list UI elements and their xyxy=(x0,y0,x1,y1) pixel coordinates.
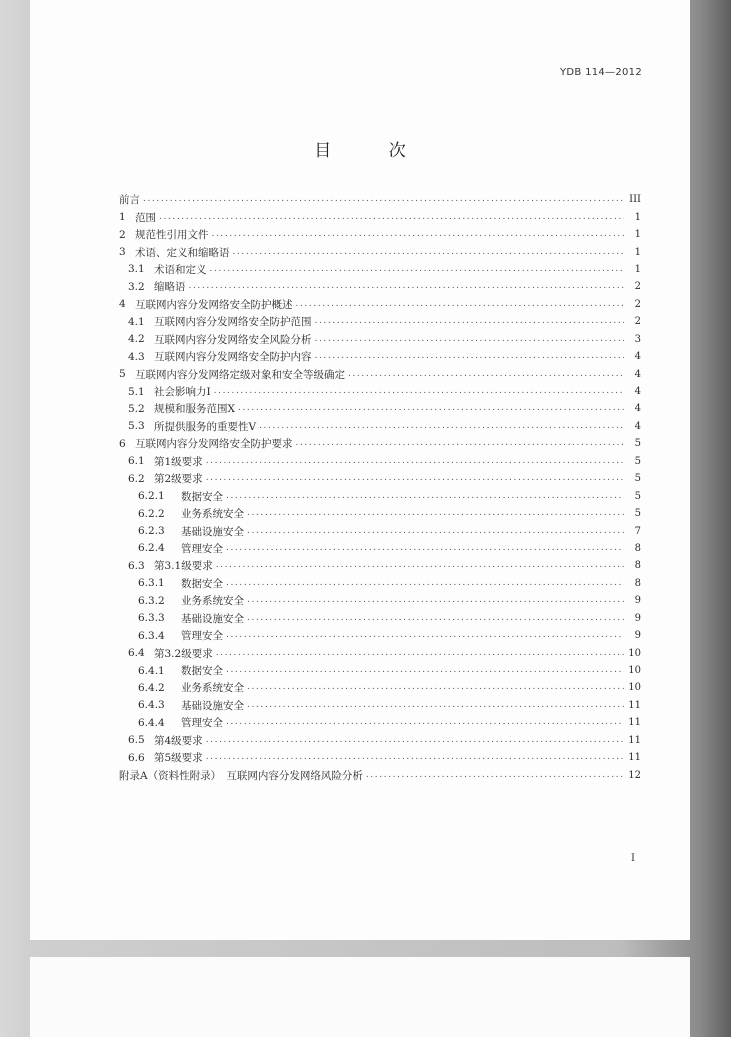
toc-entry-number: 6.4.1 xyxy=(138,664,165,677)
toc-entry-page: 11 xyxy=(628,734,641,746)
toc-entry-page: 4 xyxy=(634,368,641,380)
toc-leader-dots xyxy=(226,631,624,640)
toc-leader-dots xyxy=(216,561,624,570)
toc-leader-dots xyxy=(247,683,624,692)
toc-entry[interactable] xyxy=(119,644,641,661)
toc-entry-number: 4.2 xyxy=(128,333,145,346)
toc-leader-dots xyxy=(238,404,624,413)
toc-entry-label: 所提供服务的重要性V xyxy=(154,420,257,433)
toc-entry-page: 10 xyxy=(628,647,641,659)
table-of-contents xyxy=(119,191,641,784)
toc-entry-page: 2 xyxy=(634,298,641,310)
toc-leader-dots xyxy=(143,195,624,204)
toc-leader-dots xyxy=(214,387,624,396)
toc-entry-label: 前言 xyxy=(119,194,140,207)
toc-entry-label: 第3.1级要求 xyxy=(154,560,213,573)
toc-entry-label: 基础设施安全 xyxy=(181,699,244,712)
toc-entry[interactable] xyxy=(119,732,641,749)
toc-entry-page: 11 xyxy=(628,752,641,764)
toc-leader-dots xyxy=(206,753,624,762)
toc-entry-page: 1 xyxy=(634,246,641,258)
toc-entry-page: 8 xyxy=(634,542,641,554)
toc-entry-label: 互联网内容分发网络安全防护内容 xyxy=(154,351,312,364)
toc-entry-label: 数据安全 xyxy=(181,577,223,590)
toc-leader-dots xyxy=(247,527,624,536)
toc-entry-page: 5 xyxy=(634,473,641,485)
toc-entry-page: 2 xyxy=(634,316,641,328)
toc-leader-dots xyxy=(233,248,625,257)
toc-entry[interactable] xyxy=(119,348,641,365)
toc-entry-page: 10 xyxy=(628,682,641,694)
toc-entry-number: 3 xyxy=(119,246,126,259)
toc-entry-number: 5 xyxy=(119,368,126,381)
toc-leader-dots xyxy=(315,317,625,326)
toc-entry[interactable] xyxy=(119,400,641,417)
toc-entry-page: 9 xyxy=(634,595,641,607)
toc-entry-page: 11 xyxy=(628,717,641,729)
toc-entry[interactable] xyxy=(119,261,641,278)
toc-entry-number: 5.2 xyxy=(128,402,145,415)
toc-leader-dots xyxy=(296,300,625,309)
toc-leader-dots xyxy=(247,509,624,518)
toc-entry-label: 规模和服务范围X xyxy=(154,403,235,416)
toc-entry[interactable] xyxy=(119,470,641,487)
toc-entry-label: 社会影响力I xyxy=(154,386,211,399)
toc-entry-page: 5 xyxy=(634,438,641,450)
toc-entry-page: 4 xyxy=(634,420,641,432)
toc-entry[interactable] xyxy=(119,522,641,539)
toc-entry-number: 5.3 xyxy=(128,420,145,433)
toc-entry-number: 6.2.3 xyxy=(138,525,165,538)
toc-entry[interactable] xyxy=(119,296,641,313)
toc-leader-dots xyxy=(226,544,624,553)
toc-entry-page: 8 xyxy=(634,560,641,572)
toc-leader-dots xyxy=(226,718,624,727)
toc-leader-dots xyxy=(348,370,624,379)
toc-leader-dots xyxy=(296,439,625,448)
toc-entry-label: 互联网内容分发网络安全防护要求 xyxy=(135,438,293,451)
toc-entry[interactable] xyxy=(119,662,641,679)
toc-leader-dots xyxy=(212,230,625,239)
toc-entry-label: 术语和定义 xyxy=(154,263,207,276)
toc-entry-label: 第4级要求 xyxy=(154,734,203,747)
toc-entry[interactable] xyxy=(119,435,641,452)
toc-entry-page: 5 xyxy=(634,455,641,467)
toc-leader-dots xyxy=(206,736,624,745)
toc-entry-page: III xyxy=(629,194,641,206)
toc-entry-page: 9 xyxy=(634,630,641,642)
toc-entry[interactable] xyxy=(119,331,641,348)
toc-entry-label: 互联网内容分发网络安全防护概述 xyxy=(135,298,293,311)
toc-leader-dots xyxy=(226,492,624,501)
toc-entry-page: 10 xyxy=(628,665,641,677)
toc-entry-number: 4.3 xyxy=(128,350,145,363)
toc-entry-label: 互联网内容分发网络安全防护范围 xyxy=(154,316,312,329)
toc-entry-label: 基础设施安全 xyxy=(181,525,244,538)
toc-leader-dots xyxy=(216,649,624,658)
toc-entry-label: 互联网内容分发网络安全风险分析 xyxy=(154,333,312,346)
toc-entry[interactable] xyxy=(119,575,641,592)
toc-leader-dots xyxy=(159,213,624,222)
toc-entry-number: 6 xyxy=(119,437,126,450)
toc-entry-page: 4 xyxy=(634,403,641,415)
toc-entry-number: 6.3.2 xyxy=(138,594,165,607)
toc-entry-number: 5.1 xyxy=(128,385,145,398)
toc-entry-label: 第3.2级要求 xyxy=(154,647,213,660)
toc-entry[interactable] xyxy=(119,453,641,470)
toc-entry-page: 11 xyxy=(628,699,641,711)
toc-leader-dots xyxy=(189,282,625,291)
toc-entry-page: 1 xyxy=(634,229,641,241)
toc-entry-label: 附录A（资料性附录） 互联网内容分发网络风险分析 xyxy=(119,769,363,782)
toc-entry[interactable] xyxy=(119,243,641,260)
page-title: 目 次 xyxy=(314,141,432,161)
next-page xyxy=(30,957,690,1037)
toc-entry-number: 6.2.1 xyxy=(138,490,165,503)
toc-entry-number: 6.2.4 xyxy=(138,542,165,555)
toc-entry-number: 6.1 xyxy=(128,455,145,468)
toc-entry-page: 3 xyxy=(634,333,641,345)
toc-entry-number: 6.5 xyxy=(128,734,145,747)
toc-entry[interactable] xyxy=(119,766,641,783)
toc-entry-page: 4 xyxy=(634,386,641,398)
toc-leader-dots xyxy=(206,474,624,483)
toc-entry-page: 5 xyxy=(634,490,641,502)
toc-entry[interactable] xyxy=(119,610,641,627)
toc-entry-number: 3.2 xyxy=(128,280,145,293)
toc-entry-number: 4 xyxy=(119,298,126,311)
document-page xyxy=(30,0,690,940)
toc-entry-label: 数据安全 xyxy=(181,665,223,678)
toc-leader-dots xyxy=(259,422,624,431)
toc-entry[interactable] xyxy=(119,592,641,609)
toc-entry-number: 6.3.1 xyxy=(138,577,165,590)
toc-entry-page: 2 xyxy=(634,281,641,293)
toc-entry[interactable] xyxy=(119,679,641,696)
toc-entry[interactable] xyxy=(119,365,641,382)
toc-entry[interactable] xyxy=(119,487,641,504)
toc-leader-dots xyxy=(226,666,624,675)
toc-entry-label: 管理安全 xyxy=(181,717,223,730)
doc-code: YDB 114—2012 xyxy=(560,67,642,78)
toc-entry[interactable] xyxy=(119,418,641,435)
toc-leader-dots xyxy=(247,614,624,623)
toc-entry-label: 范围 xyxy=(135,211,156,224)
toc-entry[interactable] xyxy=(119,226,641,243)
toc-entry[interactable] xyxy=(119,313,641,330)
toc-leader-dots xyxy=(315,335,625,344)
toc-entry-label: 数据安全 xyxy=(181,490,223,503)
toc-entry-number: 3.1 xyxy=(128,263,145,276)
toc-entry-label: 业务系统安全 xyxy=(181,508,244,521)
toc-entry[interactable] xyxy=(119,505,641,522)
toc-entry-label: 第5级要求 xyxy=(154,752,203,765)
toc-entry-label: 缩略语 xyxy=(154,281,186,294)
toc-entry-page: 1 xyxy=(634,263,641,275)
toc-entry[interactable] xyxy=(119,557,641,574)
toc-entry-number: 6.4.3 xyxy=(138,699,165,712)
toc-entry-label: 管理安全 xyxy=(181,542,223,555)
toc-leader-dots xyxy=(315,352,625,361)
toc-entry-number: 6.2 xyxy=(128,472,145,485)
toc-entry-number: 6.3 xyxy=(128,559,145,572)
toc-entry[interactable] xyxy=(119,208,641,225)
page-number: I xyxy=(631,853,635,864)
toc-entry-number: 1 xyxy=(119,211,126,224)
toc-entry[interactable] xyxy=(119,697,641,714)
toc-entry-number: 6.4.2 xyxy=(138,681,165,694)
toc-entry-page: 9 xyxy=(634,612,641,624)
toc-entry[interactable] xyxy=(119,627,641,644)
toc-entry-page: 5 xyxy=(634,508,641,520)
toc-entry-label: 互联网内容分发网络定级对象和安全等级确定 xyxy=(135,368,345,381)
toc-entry-page: 4 xyxy=(634,351,641,363)
toc-leader-dots xyxy=(366,771,624,780)
toc-entry[interactable] xyxy=(119,383,641,400)
toc-entry-label: 术语、定义和缩略语 xyxy=(135,246,230,259)
toc-entry-label: 基础设施安全 xyxy=(181,612,244,625)
toc-entry-label: 规范性引用文件 xyxy=(135,229,209,242)
toc-entry-number: 6.2.2 xyxy=(138,507,165,520)
toc-leader-dots xyxy=(206,457,624,466)
toc-entry-number: 6.4.4 xyxy=(138,716,165,729)
toc-entry-page: 7 xyxy=(634,525,641,537)
toc-entry[interactable] xyxy=(119,540,641,557)
toc-leader-dots xyxy=(247,701,624,710)
toc-entry-label: 第1级要求 xyxy=(154,455,203,468)
toc-entry-number: 6.6 xyxy=(128,751,145,764)
toc-entry-label: 管理安全 xyxy=(181,630,223,643)
toc-leader-dots xyxy=(226,579,624,588)
toc-entry-label: 第2级要求 xyxy=(154,473,203,486)
toc-entry-number: 2 xyxy=(119,228,126,241)
toc-entry-number: 4.1 xyxy=(128,315,145,328)
toc-entry-label: 业务系统安全 xyxy=(181,595,244,608)
toc-entry-page: 1 xyxy=(634,211,641,223)
toc-entry-page: 8 xyxy=(634,577,641,589)
toc-entry-number: 6.3.3 xyxy=(138,612,165,625)
toc-entry[interactable] xyxy=(119,278,641,295)
toc-entry[interactable] xyxy=(119,714,641,731)
toc-leader-dots xyxy=(247,596,624,605)
toc-entry-page: 12 xyxy=(628,769,641,781)
toc-entry-number: 6.3.4 xyxy=(138,629,165,642)
toc-leader-dots xyxy=(210,265,625,274)
toc-entry[interactable] xyxy=(119,191,641,208)
toc-entry-label: 业务系统安全 xyxy=(181,682,244,695)
toc-entry[interactable] xyxy=(119,749,641,766)
toc-entry-number: 6.4 xyxy=(128,647,145,660)
